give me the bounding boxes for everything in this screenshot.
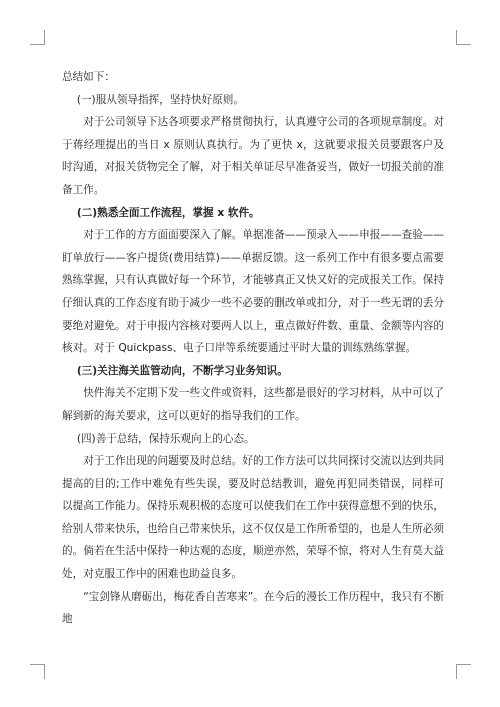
section-heading-4: (四)善于总结，保持乐观向上的心态。 bbox=[76, 432, 255, 445]
section-heading-2: (二)熟悉全面工作流程，掌握 x 软件。 bbox=[76, 206, 260, 219]
closing-paragraph: “宝剑锋从磨砺出，梅花香自苦寒来”。在今后的漫长工作历程中，我只有不断地 bbox=[62, 590, 444, 626]
section-heading-3: (三)关注海关监管动向，不断学习业务知识。 bbox=[76, 364, 288, 377]
crop-mark-top-left bbox=[30, 30, 45, 45]
intro-line: 总结如下： bbox=[62, 71, 115, 83]
crop-mark-bottom-left bbox=[30, 664, 45, 679]
section-body-1: 对于公司领导下达各项要求严格贯彻执行，认真遵守公司的各项规章制度。对于蒋经理提出的当日 x 原则认真执行。为了更快 x，这就要求报关员要跟客户及时沟通，对报关货物完全了解，对于相关单证尽早准备妥当，做好一切报关前的准备工作。 bbox=[62, 116, 444, 196]
crop-mark-top-right bbox=[456, 30, 471, 45]
crop-mark-bottom-right bbox=[456, 664, 471, 679]
section-body-4: 对于工作出现的问题要及时总结。好的工作方法可以共同探讨交流以达到共同提高的目的;工作中难免有些失误，要及时总结教训，避免再犯同类错误，同样可以提高工作能力。保持乐观积极的态度可以使我们在工作中获得意想不到的快乐，给别人带来快乐，也给自己带来快乐，这不仅仅是工作所希望的，也是人生所必须的。倘若在生活中保持一种达观的态度，顺逆亦然，荣辱不惊，将对人生有莫大益处，对克服工作中的困难也助益良多。 bbox=[62, 455, 444, 581]
section-body-2: 对于工作的方方面面要深入了解。单据准备——预录入——申报——查验——盯单放行——客户提货(费用结算)——单据反馈。这一系列工作中有很多要点需要熟练掌握，只有认真做好每一个环节，才能够真正又快又好的完成报关工作。保持仔细认真的工作态度有助于减少一些不必要的删改单或扣分，对于一些无谓的丢分要绝对避免。对于申报内容核对要两人以上，重点做好件数、重量、金额等内容的核对。对于 Quickpass、电子口岸等系统要通过平时大量的训练熟练掌握。 bbox=[62, 229, 444, 355]
section-body-3: 快件海关不定期下发一些文件或资料，这些都是很好的学习材料，从中可以了解到新的海关要求，这可以更好的指导我们的工作。 bbox=[62, 387, 444, 422]
section-heading-1: (一)服从领导指挥，坚持快好原则。 bbox=[76, 93, 244, 106]
document-body bbox=[62, 66, 444, 631]
